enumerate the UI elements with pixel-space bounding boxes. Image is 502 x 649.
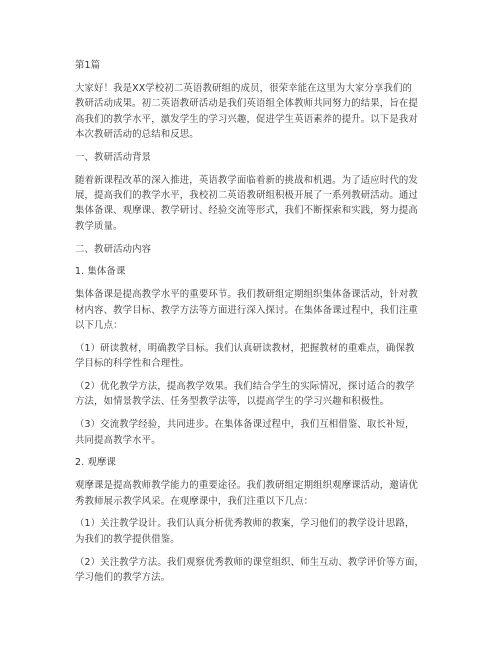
subsection-2-item-1: （1）关注教学设计。我们认真分析优秀教师的教案，学习他们的教学设计思路， 为我们的教学提供借鉴。 [75,518,415,545]
section-2-title: 二、教研活动内容 [75,243,152,255]
intro-paragraph: 大家好！我是XX学校初二英语教研组的成员，很荣幸能在这里为大家分享我们的 教研活动成果。初二英语教研活动是我们英语组全体教师共同努力的结果，旨在提 高我们的教学水平，激发学生的学习兴趣，促进学生英语素养的提升。以下是我对 本次教研活动的总结和反思。 [75,82,418,141]
subsection-1-title: 1. 集体备课 [75,266,126,278]
subsection-1-item-2: （2）优化教学方法，提高教学效果。我们结合学生的实际情况，探讨适合的教学 方法，如情景教学法、任务型教学法等，以提高学生的学习兴趣和积极性。 [75,381,415,408]
document-page [75,58,435,585]
subsection-2-title: 2. 观摩课 [75,457,116,469]
subsection-2-paragraph: 观摩课是提高教师教学能力的重要途径。我们教研组定期组织观摩课活动，邀请优 秀教师展示教学风采。在观摩课中，我们注重以下几点： [75,480,418,507]
subsection-1-paragraph: 集体备课是提高教学水平的重要环节。我们教研组定期组织集体备课活动，针对教 材内容、教学目标、教学方法等方面进行深入探讨。在集体备课过程中，我们注重 以下几点： [75,289,418,332]
subsection-1-item-1: （1）研读教材，明确教学目标。我们认真研读教材，把握教材的重难点，确保教 学目标的科学性和合理性。 [75,342,415,370]
section-1-paragraph: 随着新课程改革的深入推进，英语教学面临着新的挑战和机遇。为了适应时代的发 展，提高我们的教学水平，我校初二英语教研组积极开展了一系列教研活动。通过 集体备课、观摩课、教学研讨、经验交流等形式，我们不断探索和实践，努力提高 教学质量。 [75,174,418,232]
subsection-2-item-2: （2）关注教学方法。我们观察优秀教师的课堂组织、师生互动、教学评价等方面， 学习他们的教学方法。 [75,556,425,584]
section-1-title: 一、教研活动背景 [75,151,152,163]
document-heading: 第1篇 [75,60,101,71]
subsection-1-item-3: （3）交流教学经验，共同进步。在集体备课过程中，我们互相借鉴、取长补短， 共同提高教学水平。 [75,419,415,446]
